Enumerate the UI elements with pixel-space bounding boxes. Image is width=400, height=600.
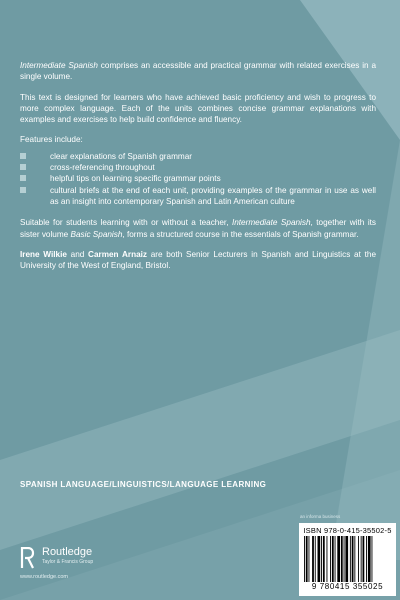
- author-name: Irene Wilkie: [20, 249, 67, 259]
- intro-paragraph: [20, 60, 376, 83]
- barcode-icon: [304, 536, 391, 582]
- blurb: [20, 60, 376, 280]
- publisher-subtitle: Taylor & Francis Group: [42, 559, 94, 565]
- feature-item: [20, 151, 376, 162]
- intro-text: comprises an accessible and practical grammar with related exercises in a single volume.: [20, 61, 376, 82]
- square-bullet-icon: [20, 164, 26, 170]
- square-bullet-icon: [20, 187, 26, 193]
- feature-text: clear explanations of Spanish grammar: [50, 151, 192, 161]
- informa-tagline: an informa business: [300, 514, 341, 519]
- routledge-r-icon: [20, 547, 35, 569]
- designed-paragraph: This text is designed for learners who have achieved basic proficiency and wish to progress to more complex language. Each of the units combines concise grammar explanations with examples and exercises to help build confidence and fluency.: [20, 92, 376, 125]
- authors-text: are both Senior Lecturers in Spanish and Linguistics at the University of the West of England, Bristol.: [20, 249, 377, 271]
- author-name: Carmen Arnaiz: [88, 249, 147, 259]
- publisher-name: Routledge: [42, 546, 93, 558]
- features-list: [20, 151, 376, 207]
- suitable-paragraph: [20, 217, 376, 240]
- series-label: SPANISH LANGUAGE/LINGUISTICS/LANGUAGE LEARNING: [20, 480, 267, 489]
- authors-and: and: [66, 249, 89, 259]
- isbn-text: ISBN 978-0-415-35502-5: [303, 526, 392, 535]
- authors-paragraph: [20, 249, 376, 272]
- book-title-italic: Intermediate Spanish: [20, 61, 98, 70]
- suitable-text: , together with its sister volume: [20, 218, 377, 239]
- square-bullet-icon: [20, 175, 26, 181]
- suitable-text: Suitable for students learning with or without a teacher,: [20, 218, 232, 228]
- barcode-digits: 9 780415 355025: [311, 582, 384, 591]
- suitable-text: , forms a structured course in the essentials of Spanish grammar.: [122, 229, 359, 239]
- square-bullet-icon: [20, 153, 26, 159]
- publisher-website: www.routledge.com: [20, 574, 68, 580]
- feature-text: cross-referencing throughout: [50, 163, 155, 173]
- features-heading: Features include:: [20, 135, 83, 145]
- feature-text: cultural briefs at the end of each unit, providing examples of the grammar in use as well as an insight into contemporary Spanish and Latin American culture: [50, 185, 376, 206]
- feature-item: [20, 185, 376, 208]
- feature-text: helpful tips on learning specific grammar points: [50, 174, 221, 184]
- barcode-panel: [299, 523, 396, 596]
- sister-title-italic: Basic Spanish: [70, 229, 123, 239]
- book-title-italic: Intermediate Spanish: [231, 218, 311, 228]
- feature-item: [20, 162, 376, 173]
- feature-item: [20, 173, 376, 184]
